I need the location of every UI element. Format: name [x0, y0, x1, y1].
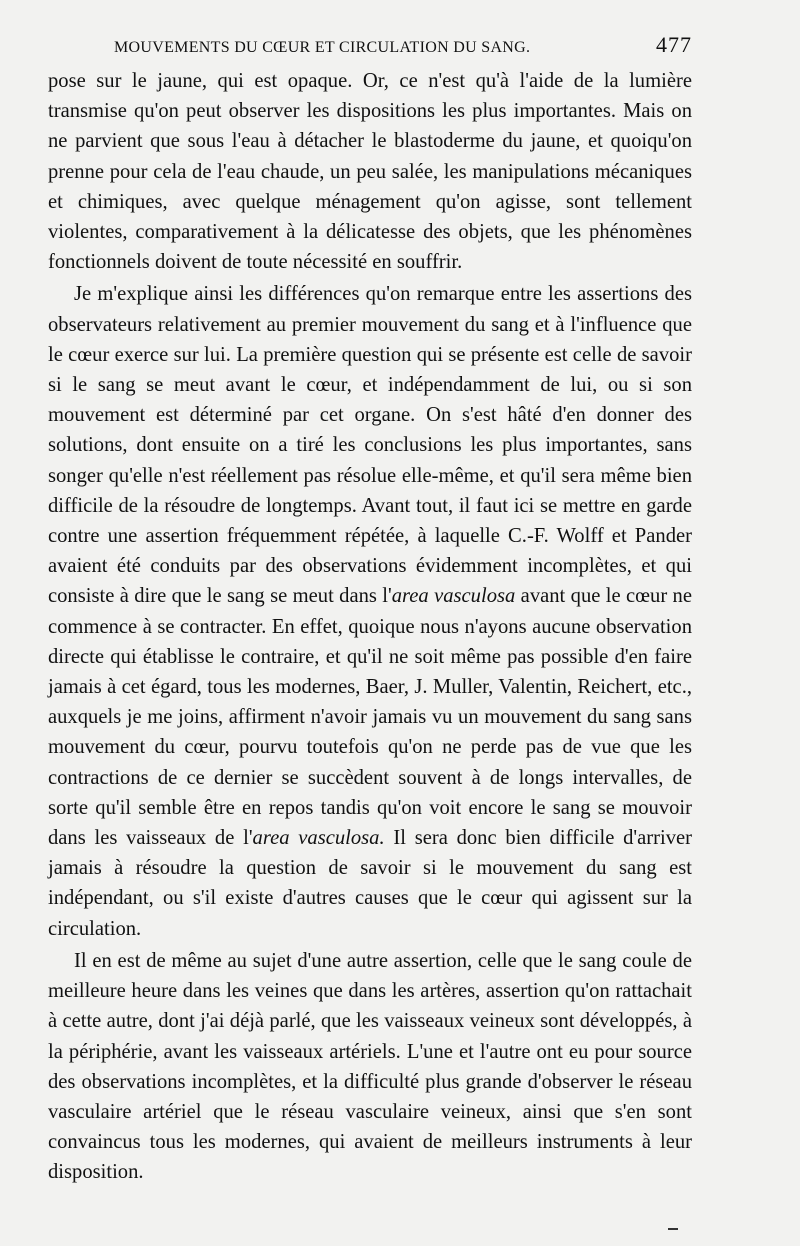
italic-term: area vasculosa: [391, 585, 516, 608]
running-header: [48, 32, 692, 58]
paragraph-1: [48, 66, 692, 277]
text-run: Il sera donc bien difficile d'arriver jamais à résoudre la question de savoir si le mouvement du sang est indépendant, ou s'il existe d'autres causes que le cœur qui agissent sur la circulation.: [48, 827, 692, 940]
body-text: [48, 66, 692, 1188]
bottom-dash-mark: [668, 1228, 678, 1230]
running-title: MOUVEMENTS DU CŒUR ET CIRCULATION DU SANG.: [114, 39, 531, 56]
text-run: Je m'explique ainsi les différences qu'on remarque entre les assertions des observateurs relativement au premier mouvement du sang et à l'influence que le cœur exerce sur lui. La première question qui se présente est celle de savoir si le sang se meut avant le cœur, et indépendamment de lui, ou si son mouvement est déterminé par cet organe. On s'est hâté d'en donner des solutions, dont ensuite on a tiré les conclusions les plus importantes, sans songer qu'elle n'est réellement pas résolue elle-même, et qu'il sera même bien difficile de la résoudre de longtemps. Avant tout, il faut ici se mettre en garde contre une assertion fréquemment répétée, à laquelle C.-F. Wolff et Pander avaient été conduits par des observations évidemment incomplètes, et qui consiste à dire que le sang se meut dans l': [48, 283, 692, 608]
italic-term: area vasculosa.: [252, 827, 385, 850]
text-run: avant que le cœur ne commence à se contracter. En effet, quoique nous n'ayons aucune observation directe qui établisse le contraire, et qu'il ne soit même pas possible d'en faire jamais à cet égard, tous les modernes, Baer, J. Muller, Valentin, Reichert, etc., auxquels je me joins, affirment n'avoir jamais vu un mouvement du sang sans mouvement du cœur, pourvu toutefois qu'on ne perde pas de vue que les contractions de ce dernier se succèdent souvent à de longs intervalles, de sorte qu'il semble être en repos tandis qu'on voit encore le sang se mouvoir dans les vaisseaux de l': [48, 585, 692, 850]
paragraph-2: [48, 279, 692, 943]
text-run: Il en est de même au sujet d'une autre assertion, celle que le sang coule de meilleure heure dans les veines que dans les artères, assertion qu'on rattachait à cette autre, dont j'ai déjà parlé, que les vaisseaux veineux sont développés, à la périphérie, avant les vaisseaux artériels. L'une et l'autre ont eu pour source des observations incomplètes, et la difficulté plus grande d'observer le réseau vasculaire artériel que le réseau vasculaire veineux, ainsi que s'en sont convaincus tous les modernes, qui avaient de meilleurs instruments à leur disposition.: [48, 949, 692, 1184]
text-run: pose sur le jaune, qui est opaque. Or, ce n'est qu'à l'aide de la lumière transmise qu'on peut observer les dispositions les plus importantes. Mais on ne parvient que sous l'eau à détacher le blastoderme du jaune, et quoiqu'on prenne pour cela de l'eau chaude, un peu salée, les manipulations mécaniques et chimiques, avec quelque ménagement qu'on agisse, sont tellement violentes, comparativement à la délicatesse des objets, que les phénomènes fonctionnels doivent de toute nécessité en souffrir.: [48, 70, 692, 274]
paragraph-3: [48, 946, 692, 1188]
page-number: 477: [656, 32, 692, 57]
